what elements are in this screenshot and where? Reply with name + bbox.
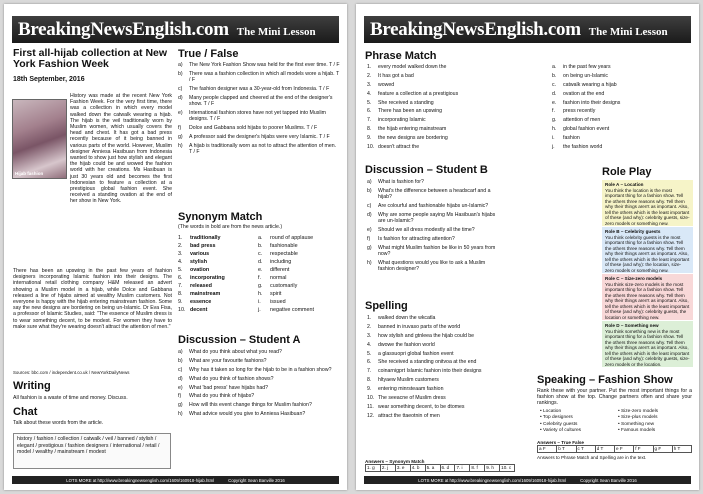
question-item: e) What 'bad press' have hijabs had? xyxy=(178,384,268,391)
brand-title: BreakingNewsEnglish.com xyxy=(18,18,229,40)
synonym-row: 2. bad press b. fashionable xyxy=(178,243,298,249)
spelling-item: 7. coinarnigprt Islamic fashion into their designs xyxy=(367,368,482,375)
tf-heading: True / False xyxy=(178,48,239,60)
tf-item: a) The New York Fashion Show was held for the first ever time. T / F xyxy=(178,62,340,68)
writing-text: All fashion is a waste of time and money. Discuss. xyxy=(13,395,128,401)
spelling-list xyxy=(367,315,507,422)
role-a-box: Role A – Location You think the location is the most important thing for a fashion show. Tell the others three reasons why. Tell them why their things aren't as important. Also, tell the others which is the least important of these (and why): celebrity guests, size-zero models or something new. xyxy=(602,180,693,226)
footer-copyright: Copyright Sean Banville 2016 xyxy=(228,477,285,483)
phrase-item: f. press recently xyxy=(552,108,596,115)
speaking-option: • Variety of cultures xyxy=(540,428,582,434)
speaking-option: • Size-plus models xyxy=(618,415,658,421)
worksheet-page-2 xyxy=(356,4,699,490)
phrase-item: d. ovation at the end xyxy=(552,90,605,97)
question-item: d) Why are some people saying Ms Hasibuan's hijabs are un-Islamic? xyxy=(367,211,496,225)
phrase-item: i. fashion xyxy=(552,135,580,142)
page-footer xyxy=(364,476,691,484)
synonym-row: 3. various c. respectable xyxy=(178,251,298,257)
spelling-item: 1. walked down the wkcatla xyxy=(367,315,436,321)
question-item: h) What questions would you like to ask a Muslim fashion designer? xyxy=(367,260,486,273)
photo-caption: Hijab fashion xyxy=(15,171,44,176)
answers-synonym-grid: 1. g 2. j 3. e 4. b 5. a 6. d 7. i 8. f 9. h 10. c xyxy=(365,464,515,472)
role-play-heading: Role Play xyxy=(602,166,652,178)
discussion-a-heading: Discussion – Student A xyxy=(178,334,301,346)
writing-heading: Writing xyxy=(13,380,51,392)
answers-note: Answers to Phrase Match and Spelling are in the text. xyxy=(537,455,647,460)
speaking-option: • Location xyxy=(540,409,562,414)
phrase-item: 8. the hijab entering mainstream xyxy=(367,126,447,133)
spelling-heading: Spelling xyxy=(365,300,408,312)
question-item: c) Why has it taken so long for the hijab to be in a fashion show? xyxy=(178,366,332,373)
phrase-left-list xyxy=(367,64,517,153)
answers-synonym-label: Answers – Synonym Match xyxy=(365,459,425,464)
phrase-item: 10. doesn't attract the xyxy=(367,144,420,151)
footer-copyright: Copyright Sean Banville 2016 xyxy=(580,477,637,483)
phrase-item: 1. every model walked down the xyxy=(367,64,447,70)
brand-title: BreakingNewsEnglish.com xyxy=(370,18,581,40)
speaking-list-left xyxy=(540,409,615,435)
answers-tf xyxy=(537,440,692,460)
synonym-row: 6. incorporating f. normal xyxy=(178,275,287,281)
brand-banner xyxy=(364,16,691,43)
tf-item: b) There was a fashion collection in which all models wore a hijab. T / F xyxy=(178,70,340,84)
question-item: b) What's the difference between a headscarf and a hijab? xyxy=(367,187,491,201)
synonym-subtitle: (The words in bold are from the news article.) xyxy=(178,224,283,230)
phrase-match-heading: Phrase Match xyxy=(365,50,437,62)
tf-item: h) A hijab is traditionally worn as not to attract the attention of men. T / F xyxy=(178,143,337,156)
spelling-item: 11. wear something decent, to be dtomes xyxy=(367,403,465,410)
footer-link[interactable]: LOTS MORE at http://www.breakingnewsenglish.com/1609/160918-hijab.html xyxy=(66,477,215,483)
answers-tf-label: Answers – True False xyxy=(537,440,584,445)
synonym-row: 1. traditionally a. round of applause xyxy=(178,235,314,241)
spelling-item: 9. entering minrsteaam fashion xyxy=(367,386,444,393)
question-item: e) Should we all dress modestly all the time? xyxy=(367,227,475,234)
phrase-item: 5. She received a standing xyxy=(367,99,434,106)
spelling-item: 3. how stylish and gtnleea the hijab could be xyxy=(367,332,475,339)
answers-synonym xyxy=(365,459,515,472)
article-date: 18th September, 2016 xyxy=(13,76,85,83)
tf-item: e) International fashion stores have not yet tapped into Muslim designs. T / F xyxy=(178,110,326,123)
phrase-item: j. the fashion world xyxy=(552,144,603,151)
question-item: f) Is fashion for attracting attention? xyxy=(367,236,455,243)
synonym-row: 4. stylish d. including xyxy=(178,259,292,265)
footer-link[interactable]: LOTS MORE at http://www.breakingnewsenglish.com/1609/160918-hijab.html xyxy=(418,477,567,483)
question-item: f) What do you think of hijabs? xyxy=(178,393,255,400)
phrase-item: 7. incorporating Islamic xyxy=(367,117,426,124)
speaking-option: • Famous models xyxy=(618,428,656,434)
question-item: a) What is fashion for? xyxy=(367,179,424,185)
tf-list xyxy=(178,62,340,158)
article-headline: First all-hijab collection at New York Fashion Week xyxy=(13,47,168,70)
question-item: g) How will this event change things for Muslim fashion? xyxy=(178,402,312,409)
speaking-list-right xyxy=(618,409,693,435)
chat-word-box: history / fashion / collection / catwalk / veil / banned / stylish / elegant / prestigious / fashion designers / international / retail / model / wealthy / mainstream / modest xyxy=(13,433,171,469)
phrase-item: 2. It has got a bad xyxy=(367,72,414,79)
speaking-option: • Celebrity guests xyxy=(540,421,578,427)
discussion-a-list xyxy=(178,349,340,420)
synonym-row: 5. ovation e. different xyxy=(178,267,290,273)
spelling-item: 5. a glassuopri global fashion event xyxy=(367,350,454,357)
phrase-item: h. global fashion event xyxy=(552,126,610,133)
question-item: a) What do you think about what you read? xyxy=(178,349,282,355)
speaking-option: • Something new xyxy=(618,421,655,427)
mini-lesson-label: The Mini Lesson xyxy=(236,25,316,38)
question-item: b) What are your favourite fashions? xyxy=(178,357,267,364)
spelling-item: 4. dwowe the fashion world xyxy=(367,341,435,348)
role-c-box: Role C – Size-zero models You think size-zero models is the most important thing for a fashion show. Tell the others three reasons why. Tell them why their things aren't as important. Also, tell the others which is the least important of these (and why): celebrity guests, the location or something new. xyxy=(602,274,693,320)
synonym-table xyxy=(178,234,340,314)
phrase-item: 9. the new designs are bordering xyxy=(367,135,448,142)
phrase-item: g. attention of men xyxy=(552,117,601,124)
spelling-item: 12. attract the ttaeotnin of men xyxy=(367,412,440,419)
sources-line: Sources: bbc.com / independent.co.uk / NewYorkDailyNews xyxy=(13,370,130,375)
discussion-b-heading: Discussion – Student B xyxy=(365,164,488,176)
speaking-heading: Speaking – Fashion Show xyxy=(537,374,673,386)
question-item: d) What do you think of fashion shows? xyxy=(178,375,274,382)
phrase-item: 4. feature a collection at a prestigious xyxy=(367,90,459,97)
discussion-b-list xyxy=(367,179,595,275)
phrase-item: b. on being un-Islamic xyxy=(552,72,608,79)
tf-item: d) Many people clapped and cheered at the end of the designer's show. T / F xyxy=(178,94,333,108)
story-paragraph-1: History was made at the recent New York Fashion Week. For the very first time, there was a collection in which every model walked down the catwalk wearing a hijab. The hijab is the veil traditionally worn by Muslim women, which usually covers the head and chest. It has got a bad press recently because of it being banned in various parts of the world. However, Muslim designer Anniesa Hasibuan from Indonesia wanted to show just how stylish and elegant the hijab could be and wowed the fashion world with her creations. Ms Hasibuan is just 30 years old and becomes the first Indonesian to feature a collection at a prestigious global fashion event. She received a standing ovation at the end of her show in New York. xyxy=(70,93,172,205)
synonym-row: 8. mainstream h. spirit xyxy=(178,291,282,297)
phrase-item: c. catwalk wearing a hijab xyxy=(552,81,617,88)
synonym-row: 10. decent j. negative comment xyxy=(178,307,315,313)
story-paragraph-2: There has been an upswing in the past few years of fashion designers incorporating Islamic fashion into their designs. The international retail clothing company H&M released an advert showing a Muslim model in a hijab, while Dolce and Gabbana released a line of hijabs aimed at wealthy Muslim customers. Not everyone is happy with the hijab entering mainstream fashion. Some say the new designs are bordering on being un-Islamic. Dr Eva Fisa, a professor of Islamic Studies, said: "The essence of Muslim dress is to wear something decent, to be modest. For women they have to make sure what they're wearing doesn't attract the attention of men." xyxy=(13,268,172,330)
speaking-option: • Size-zero models xyxy=(618,409,659,414)
tf-item: f) Dolce and Gabbana sold hijabs to poorer Muslims. T / F xyxy=(178,125,318,132)
article-photo xyxy=(12,99,67,179)
spelling-item: 6. She received a standing onitvoa at the end xyxy=(367,359,477,366)
synonym-row: 9. essence i. issued xyxy=(178,299,286,305)
phrase-item: e. fashion into their designs xyxy=(552,99,621,106)
spelling-item: 8. hltyaew Muslim customers xyxy=(367,377,439,384)
phrase-right-list xyxy=(552,64,692,153)
story-paragraph-2-box xyxy=(13,268,172,368)
phrase-item: a. in the past few years xyxy=(552,64,611,70)
spelling-item: 10. The seeacne of Muslim dress xyxy=(367,395,446,402)
speaking-option: • Top designers xyxy=(540,415,573,421)
synonym-heading: Synonym Match xyxy=(178,211,263,223)
question-item: g) What might Muslim fashion be like in 50 years from now? xyxy=(367,244,496,258)
phrase-item: 6. There has been an upswing xyxy=(367,108,443,115)
page-footer xyxy=(12,476,339,484)
question-item: c) Are colourful and fashionable hijabs un-Islamic? xyxy=(367,203,489,210)
spelling-item: 2. banned in iruvaso parts of the world xyxy=(367,323,461,330)
mini-lesson-label: The Mini Lesson xyxy=(588,25,668,38)
speaking-instructions: Rank these with your partner. Put the most important things for a fashion show at the top. Change partners often and share your rankings. xyxy=(537,388,692,407)
tf-item: g) A professor said the designer's hijabs were very Islamic. T / F xyxy=(178,134,330,141)
tf-item: c) The fashion designer was a 30-year-old from Indonesia. T / F xyxy=(178,86,330,93)
role-d-box: Role D – Something new You think something new is the most important thing for a fashion show. Tell the others three reasons why. Tell them why their things aren't as important. Also, tell the others which is the least important of these (and why): celebrity guests, size-zero models or the location. xyxy=(602,321,693,367)
role-b-box: Role B – Celebrity guests You think celebrity guests is the most important thing for a fashion show. Tell the others three reasons why. Tell them why their things aren't as important. Also, tell the others which is the least important of these (and why): the location, size-zero models or something new. xyxy=(602,227,693,273)
chat-heading: Chat xyxy=(13,406,38,418)
story-paragraph-1a xyxy=(70,93,172,205)
phrase-item: 3. wowed xyxy=(367,81,395,88)
synonym-row: 7. released g. customarily xyxy=(178,283,298,289)
brand-banner xyxy=(12,16,339,43)
answers-tf-grid: a F b T c T d T e F f F g F h T xyxy=(537,445,692,453)
worksheet-page-1 xyxy=(4,4,347,490)
chat-text: Talk about these words from the article. xyxy=(13,420,104,426)
question-item: h) What advice would you give to Anniesa Hasibuan? xyxy=(178,411,306,418)
